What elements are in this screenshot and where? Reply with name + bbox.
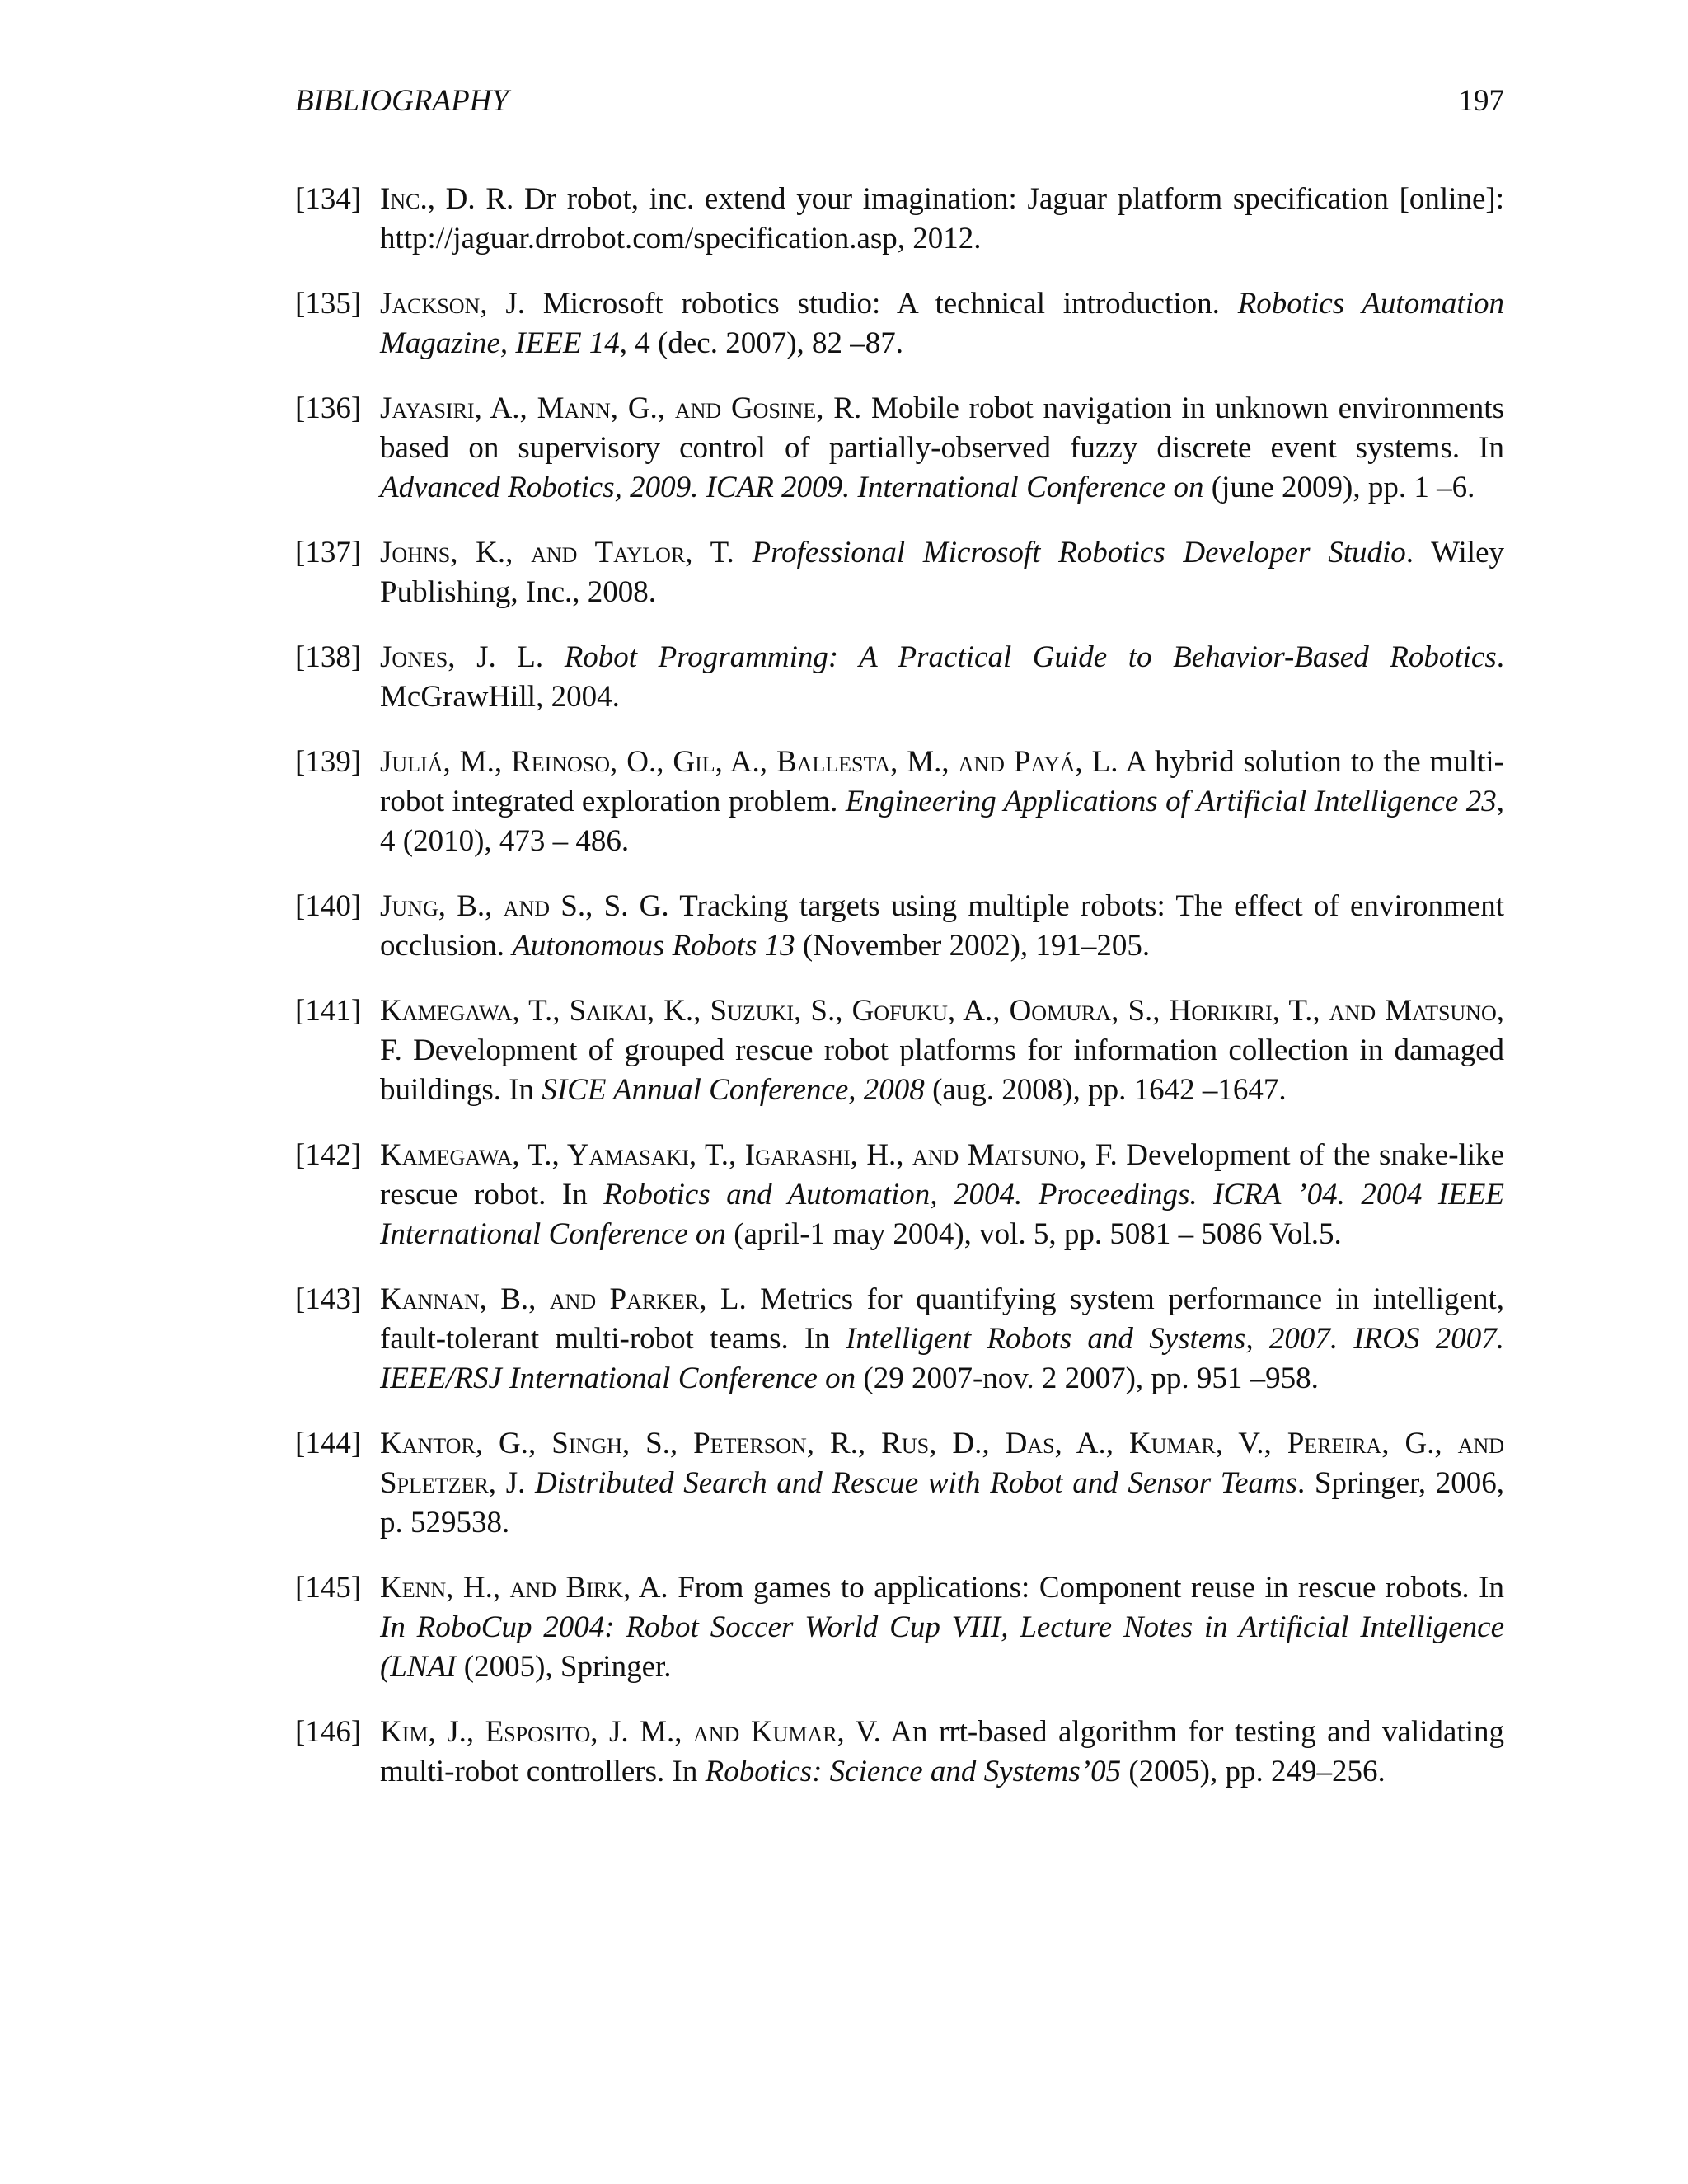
bib-text: (29 2007-nov. 2 2007), pp. 951 –958. <box>856 1361 1319 1395</box>
bib-entry <box>295 284 1504 363</box>
bib-text: (aug. 2008), pp. 1642 –1647. <box>924 1073 1287 1107</box>
bib-entry-text <box>380 287 1504 360</box>
bib-text: Development of the snake-like rescue robot. In <box>380 1138 1504 1212</box>
bib-entry-text <box>380 1715 1504 1788</box>
bib-authors: Kannan, B., and Parker, L. <box>380 1282 747 1316</box>
bib-venue: Intelligent Robots and Systems, 2007. IROS 2007. IEEE/RSJ International Conference on <box>380 1322 1504 1395</box>
bib-entry <box>295 1136 1504 1254</box>
bib-entry <box>295 887 1504 966</box>
bib-venue: Advanced Robotics, 2009. ICAR 2009. International Conference on <box>380 471 1204 504</box>
bib-entry-text <box>380 1138 1504 1251</box>
bib-entry-text <box>380 391 1504 504</box>
bib-entry <box>295 1568 1504 1687</box>
bib-entry <box>295 1280 1504 1399</box>
bib-entry-text <box>380 994 1504 1107</box>
bib-venue: In RoboCup 2004: Robot Soccer World Cup VIII, Lecture Notes in Artificial Intelligence (LNAI <box>380 1610 1504 1684</box>
bib-entry-text <box>380 745 1504 858</box>
bib-text: , 4 (2010), 473 – 486. <box>380 785 1504 858</box>
bib-text: (November 2002), 191–205. <box>795 929 1151 963</box>
bib-venue: Professional Microsoft Robotics Developer Studio <box>752 536 1406 569</box>
bibliography-list <box>295 180 1504 1817</box>
bib-entry <box>295 1424 1504 1543</box>
bib-text <box>734 536 753 569</box>
bib-text: . McGrawHill, 2004. <box>380 640 1505 714</box>
bib-venue: Robotics and Automation, 2004. Proceedings. ICRA ’04. 2004 IEEE International Conference on <box>380 1178 1504 1251</box>
bib-venue: Engineering Applications of Artificial Intelligence 23 <box>845 785 1497 818</box>
bib-text: Microsoft robotics studio: A technical introduction. <box>525 287 1238 321</box>
bib-entry-number: [139] <box>295 745 362 779</box>
bib-authors: Kamegawa, T., Yamasaki, T., Igarashi, H., and Matsuno, F. <box>380 1138 1118 1172</box>
bib-authors: Juliá, M., Reinoso, O., Gil, A., Ballesta, M., and Payá, L. <box>380 745 1118 779</box>
bib-entry <box>295 533 1504 612</box>
bib-venue: Robotics Automation Magazine, IEEE 14 <box>380 287 1504 360</box>
bib-entry-text <box>380 640 1504 714</box>
bib-text: A hybrid solution to the multi-robot integrated exploration problem. <box>380 745 1504 818</box>
bib-entry-number: [134] <box>295 182 362 216</box>
bib-text: Dr robot, inc. extend your imagination: Jaguar platform specification [online]: http://jaguar.drrobot.com/specification.asp, 2012. <box>380 182 1504 255</box>
bib-entry-number: [146] <box>295 1715 362 1749</box>
bib-entry <box>295 991 1504 1110</box>
bib-text: , 4 (dec. 2007), 82 –87. <box>619 326 904 360</box>
bib-entry-number: [144] <box>295 1427 362 1460</box>
bib-text: Mobile robot navigation in unknown environments based on supervisory control of partially-observed fuzzy discrete event systems. In <box>380 391 1504 465</box>
bib-text: (2005), Springer. <box>456 1650 672 1684</box>
bib-entry-number: [138] <box>295 640 362 674</box>
bib-text: (april-1 may 2004), vol. 5, pp. 5081 – 5086 Vol.5. <box>725 1217 1342 1251</box>
bib-text: (june 2009), pp. 1 –6. <box>1203 471 1475 504</box>
bib-authors: Jung, B., and S., S. G. <box>380 889 669 923</box>
bib-venue: Autonomous Robots 13 <box>512 929 795 963</box>
bib-entry <box>295 638 1504 717</box>
bib-entry-text <box>380 536 1504 609</box>
bib-venue: Robotics: Science and Systems’05 <box>705 1755 1122 1788</box>
bib-text: (2005), pp. 249–256. <box>1121 1755 1386 1788</box>
bib-entry-number: [136] <box>295 391 362 425</box>
page-number: 197 <box>1458 84 1504 118</box>
bib-entry <box>295 180 1504 259</box>
bib-entry-number: [141] <box>295 994 362 1028</box>
bib-authors: Jones, J. L. <box>380 640 544 674</box>
bib-authors: Jackson, J. <box>380 287 525 321</box>
bib-authors: Jayasiri, A., Mann, G., and Gosine, R. <box>380 391 862 425</box>
bib-entry-number: [145] <box>295 1571 362 1605</box>
bib-text: An rrt-based algorithm for testing and validating multi-robot controllers. In <box>380 1715 1504 1788</box>
bib-text <box>525 1466 535 1500</box>
running-header-title: BIBLIOGRAPHY <box>295 84 509 118</box>
bib-text: . Wiley Publishing, Inc., 2008. <box>380 536 1505 609</box>
bib-entry-number: [137] <box>295 536 362 569</box>
bib-text: Development of grouped rescue robot platforms for information collection in damaged buildings. In <box>380 1033 1504 1107</box>
bib-entry-number: [143] <box>295 1282 362 1316</box>
bib-entry-text <box>380 182 1504 255</box>
bib-venue: Distributed Search and Rescue with Robot and Sensor Teams <box>535 1466 1297 1500</box>
bib-authors: Inc., D. R. <box>380 182 514 216</box>
bib-authors: Kamegawa, T., Saikai, K., Suzuki, S., Gofuku, A., Oomura, S., Horikiri, T., and Matsuno, F. <box>380 994 1504 1067</box>
bib-entry-number: [142] <box>295 1138 362 1172</box>
bib-text: Tracking targets using multiple robots: The effect of environment occlusion. <box>380 889 1504 963</box>
bib-authors: Kenn, H., and Birk, A. <box>380 1571 668 1605</box>
bib-entry <box>295 389 1504 508</box>
bib-entry-text <box>380 1282 1504 1395</box>
bib-text: From games to applications: Component reuse in rescue robots. In <box>668 1571 1504 1605</box>
bib-text: . Springer, 2006, p. 529538. <box>380 1466 1504 1540</box>
bib-entry-text <box>380 1427 1504 1540</box>
running-header <box>295 81 1504 122</box>
bib-entry-number: [135] <box>295 287 362 321</box>
bib-authors: Johns, K., and Taylor, T. <box>380 536 734 569</box>
bib-authors: Kantor, G., Singh, S., Peterson, R., Rus, D., Das, A., Kumar, V., Pereira, G., and Spletzer, J. <box>380 1427 1504 1500</box>
bib-text: Metrics for quantifying system performance in intelligent, fault-tolerant multi-robot teams. In <box>380 1282 1504 1356</box>
bib-entry-number: [140] <box>295 889 362 923</box>
bib-venue: Robot Programming: A Practical Guide to Behavior-Based Robotics <box>564 640 1497 674</box>
bib-entry <box>295 1713 1504 1792</box>
bib-entry-text <box>380 889 1504 963</box>
bib-entry <box>295 743 1504 861</box>
bib-venue: SICE Annual Conference, 2008 <box>542 1073 925 1107</box>
bib-text <box>543 640 565 674</box>
bib-authors: Kim, J., Esposito, J. M., and Kumar, V. <box>380 1715 881 1749</box>
bib-entry-text <box>380 1571 1504 1684</box>
